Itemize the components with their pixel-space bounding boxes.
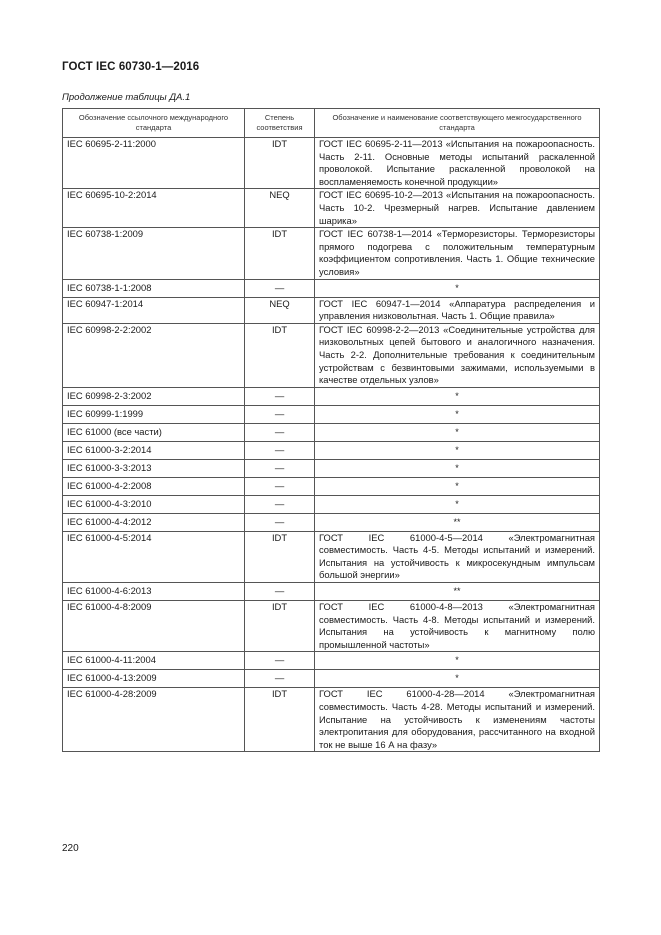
national-standard-cell: ГОСТ IEC 60738-1—2014 «Терморезисторы. Терморезисторы прямого подогрева с положительным температурным коэффициентом сопротивления. Часть 1. Общие технические условия» (315, 228, 600, 279)
table-row (63, 477, 600, 495)
table-row (63, 459, 600, 477)
national-standard-cell: ГОСТ IEC 60695-10-2—2013 «Испытания на пожароопасность. Часть 10-2. Чрезмерный нагрев. Испытание давлением шарика» (315, 189, 600, 228)
table-row (63, 531, 600, 582)
table-row (63, 688, 600, 752)
table-row (63, 405, 600, 423)
intl-standard-cell: IEC 61000-4-2:2008 (63, 477, 245, 495)
table-header-row (63, 109, 600, 138)
table-row (63, 297, 600, 323)
table-row (63, 423, 600, 441)
table-caption: Продолжение таблицы ДА.1 (62, 92, 191, 103)
table-row (63, 279, 600, 297)
table-row (63, 189, 600, 228)
column-header-national-standard: Обозначение и наименование соответствующего межгосударственного стандарта (315, 109, 600, 138)
degree-cell: — (245, 441, 315, 459)
degree-cell: — (245, 583, 315, 601)
column-header-degree: Степень соответствия (245, 109, 315, 138)
intl-standard-cell: IEC 60947-1:2014 (63, 297, 245, 323)
national-standard-cell: ** (315, 513, 600, 531)
column-header-intl-standard: Обозначение ссылочного международного стандарта (63, 109, 245, 138)
intl-standard-cell: IEC 61000-4-28:2009 (63, 688, 245, 752)
intl-standard-cell: IEC 61000-4-4:2012 (63, 513, 245, 531)
table-row (63, 652, 600, 670)
national-standard-cell: * (315, 279, 600, 297)
intl-standard-cell: IEC 61000-4-6:2013 (63, 583, 245, 601)
degree-cell: NEQ (245, 297, 315, 323)
page-number: 220 (62, 843, 79, 854)
national-standard-cell: * (315, 405, 600, 423)
degree-cell: — (245, 652, 315, 670)
intl-standard-cell: IEC 60695-2-11:2000 (63, 138, 245, 189)
national-standard-cell: * (315, 670, 600, 688)
degree-cell: IDT (245, 228, 315, 279)
document-header: ГОСТ IEC 60730-1—2016 (62, 61, 200, 73)
national-standard-cell: * (315, 477, 600, 495)
national-standard-cell: ГОСТ IEC 60695-2-11—2013 «Испытания на пожароопасность. Часть 2-11. Основные методы испытаний раскаленной проволокой. Испытание раскаленной проволокой на воспламеняемость конечной продукции» (315, 138, 600, 189)
table-row (63, 583, 600, 601)
degree-cell: — (245, 279, 315, 297)
degree-cell: IDT (245, 688, 315, 752)
intl-standard-cell: IEC 61000-3-2:2014 (63, 441, 245, 459)
degree-cell: — (245, 477, 315, 495)
intl-standard-cell: IEC 60998-2-2:2002 (63, 323, 245, 387)
national-standard-cell: * (315, 652, 600, 670)
degree-cell: — (245, 459, 315, 477)
intl-standard-cell: IEC 60695-10-2:2014 (63, 189, 245, 228)
degree-cell: IDT (245, 138, 315, 189)
degree-cell: — (245, 495, 315, 513)
national-standard-cell: ГОСТ IEC 61000-4-28—2014 «Электромагнитная совместимость. Часть 4-28. Методы испытаний и измерений. Испытание на устойчивость к изменениям частоты электропитания для оборудования, рассчитанного на входной ток не выше 16 А на фазу» (315, 688, 600, 752)
intl-standard-cell: IEC 61000 (все части) (63, 423, 245, 441)
national-standard-cell: * (315, 423, 600, 441)
degree-cell: — (245, 405, 315, 423)
intl-standard-cell: IEC 60998-2-3:2002 (63, 387, 245, 405)
degree-cell: — (245, 670, 315, 688)
national-standard-cell: * (315, 441, 600, 459)
degree-cell: IDT (245, 601, 315, 652)
intl-standard-cell: IEC 60738-1:2009 (63, 228, 245, 279)
table-row (63, 228, 600, 279)
table-row (63, 670, 600, 688)
national-standard-cell: * (315, 495, 600, 513)
intl-standard-cell: IEC 60999-1:1999 (63, 405, 245, 423)
national-standard-cell: * (315, 459, 600, 477)
national-standard-cell: ГОСТ IEC 61000-4-8—2013 «Электромагнитная совместимость. Часть 4-8. Методы испытаний и измерений. Испытания на устойчивость к магнитному полю промышленной частоты» (315, 601, 600, 652)
degree-cell: — (245, 423, 315, 441)
standards-table (62, 108, 600, 752)
intl-standard-cell: IEC 61000-4-5:2014 (63, 531, 245, 582)
national-standard-cell: ГОСТ IEC 60947-1—2014 «Аппаратура распределения и управления низковольтная. Часть 1. Общие правила» (315, 297, 600, 323)
national-standard-cell: ГОСТ IEC 61000-4-5—2014 «Электромагнитная совместимость. Часть 4-5. Методы испытаний и измерений. Испытания на устойчивость к микросекундным импульсам большой энергии» (315, 531, 600, 582)
table-row (63, 138, 600, 189)
national-standard-cell: ** (315, 583, 600, 601)
intl-standard-cell: IEC 61000-4-8:2009 (63, 601, 245, 652)
intl-standard-cell: IEC 61000-4-11:2004 (63, 652, 245, 670)
table-row (63, 323, 600, 387)
degree-cell: — (245, 387, 315, 405)
degree-cell: NEQ (245, 189, 315, 228)
intl-standard-cell: IEC 60738-1-1:2008 (63, 279, 245, 297)
intl-standard-cell: IEC 61000-4-13:2009 (63, 670, 245, 688)
intl-standard-cell: IEC 61000-3-3:2013 (63, 459, 245, 477)
degree-cell: IDT (245, 531, 315, 582)
intl-standard-cell: IEC 61000-4-3:2010 (63, 495, 245, 513)
table-row (63, 387, 600, 405)
table-row (63, 513, 600, 531)
table-row (63, 495, 600, 513)
table-row (63, 441, 600, 459)
national-standard-cell: ГОСТ IEC 60998-2-2—2013 «Соединительные устройства для низковольтных цепей бытового и аналогичного назначения. Часть 2-2. Дополнительные требования к соединительным устройствам с безвинтовыми зажимами, используемыми в качестве отдельных узлов» (315, 323, 600, 387)
degree-cell: IDT (245, 323, 315, 387)
national-standard-cell: * (315, 387, 600, 405)
table-row (63, 601, 600, 652)
table-body (63, 138, 600, 752)
degree-cell: — (245, 513, 315, 531)
